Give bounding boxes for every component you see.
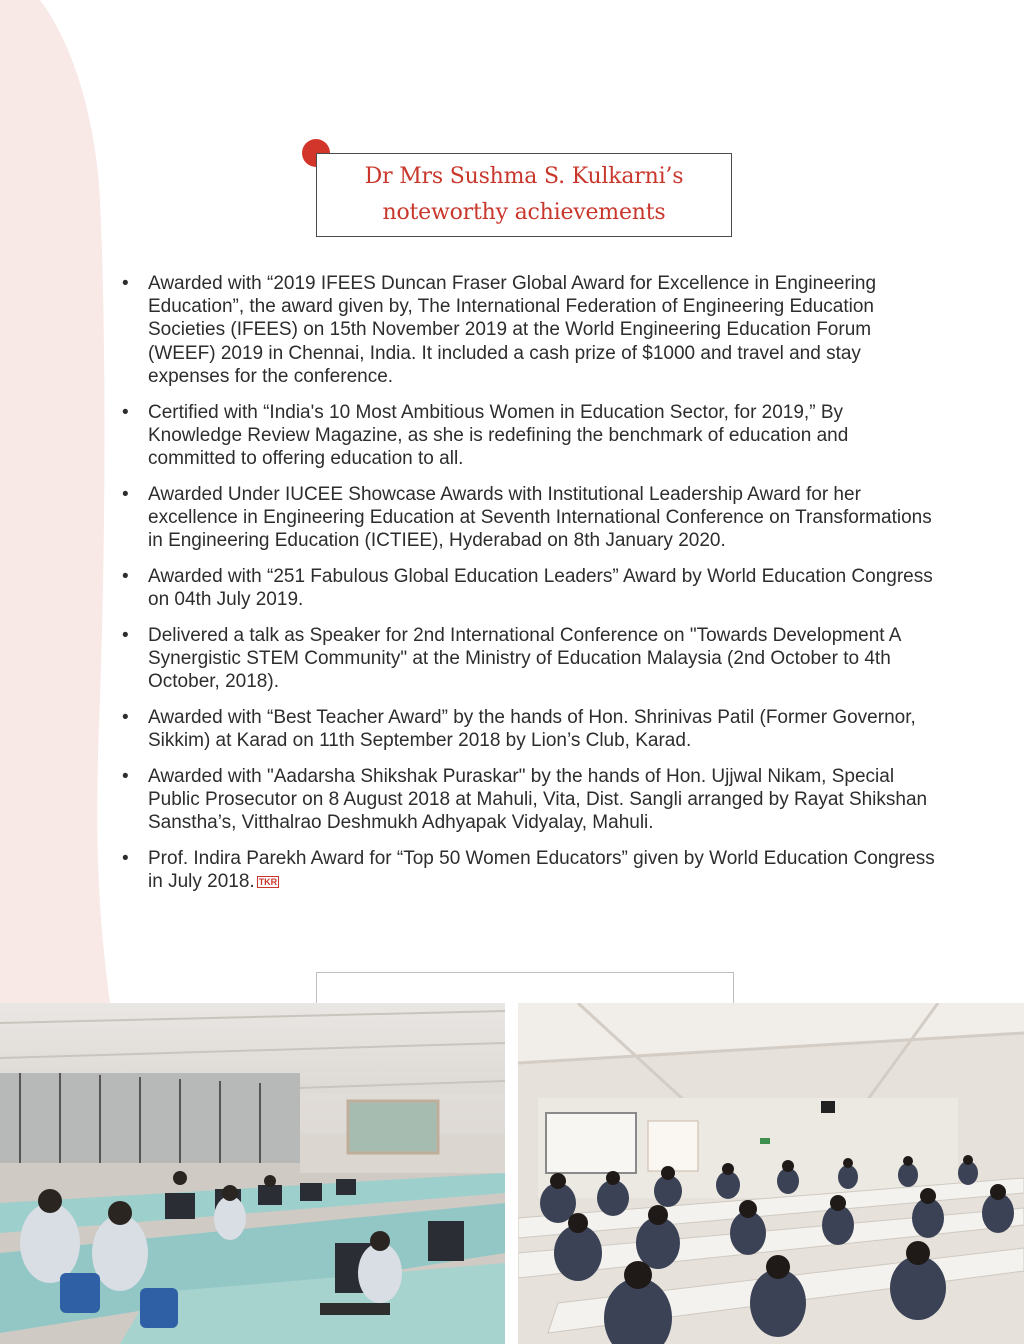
achievement-text: Prof. Indira Parekh Award for “Top 50 Women Educators” given by World Education Congress in July 2018. xyxy=(148,847,935,892)
list-item xyxy=(120,765,940,835)
list-item xyxy=(120,624,940,694)
list-item xyxy=(120,401,940,471)
list-item xyxy=(120,483,940,553)
achievement-text: Awarded with “Best Teacher Award” by the hands of Hon. Shrinivas Patil (Former Governor, Sikkim) at Karad on 11th September 2018 by Lion’s Club, Karad. xyxy=(148,706,916,751)
classroom-photo xyxy=(518,1003,1024,1344)
heading-line-2: noteworthy achievements xyxy=(382,200,666,225)
computer-lab-photo xyxy=(0,1003,505,1344)
achievement-text: Awarded with "Aadarsha Shikshak Puraskar" by the hands of Hon. Ujjwal Nikam, Special Public Prosecutor on 8 August 2018 at Mahuli, Vita, Dist. Sangli arranged by Rayat Shikshan Sanstha’s, Vitthalrao Deshmukh Adhyapak Vidyalay, Mahuli. xyxy=(148,765,928,834)
achievement-text: Delivered a talk as Speaker for 2nd International Conference on "Towards Development A Synergistic STEM Community" at the Ministry of Education Malaysia (2nd October to 4th October, 2018). xyxy=(148,624,901,693)
list-item xyxy=(120,565,940,611)
heading-box xyxy=(316,153,732,237)
list-item xyxy=(120,272,940,388)
tkr-end-mark-logo: TKR xyxy=(258,876,278,887)
heading-line-1: Dr Mrs Sushma S. Kulkarni’s xyxy=(364,164,684,189)
achievement-text: Awarded Under IUCEE Showcase Awards with Institutional Leadership Award for her excellence in Engineering Education at Seventh International Conference on Transformations in Engineering Education (ICTIEE), Hyderabad on 8th January 2020. xyxy=(148,483,932,552)
achievements-list xyxy=(120,272,940,906)
achievement-text: Awarded with “251 Fabulous Global Education Leaders” Award by World Education Congress on 04th July 2019. xyxy=(148,565,933,610)
achievement-text: Certified with “India's 10 Most Ambitious Women in Education Sector, for 2019,” By Knowledge Review Magazine, as she is redefining the benchmark of education and committed to offering education to all. xyxy=(148,401,849,469)
list-item xyxy=(120,706,940,752)
list-item xyxy=(120,847,940,893)
achievement-text: Awarded with “2019 IFEES Duncan Fraser Global Award for Excellence in Engineering Education”, the award given by, The International Federation of Engineering Education Societies (IFEES) on 15th November 2019 at the World Engineering Education Forum (WEEF) 2019 in Chennai, India. It included a cash prize of $1000 and travel and stay expenses for the conference. xyxy=(148,273,877,387)
